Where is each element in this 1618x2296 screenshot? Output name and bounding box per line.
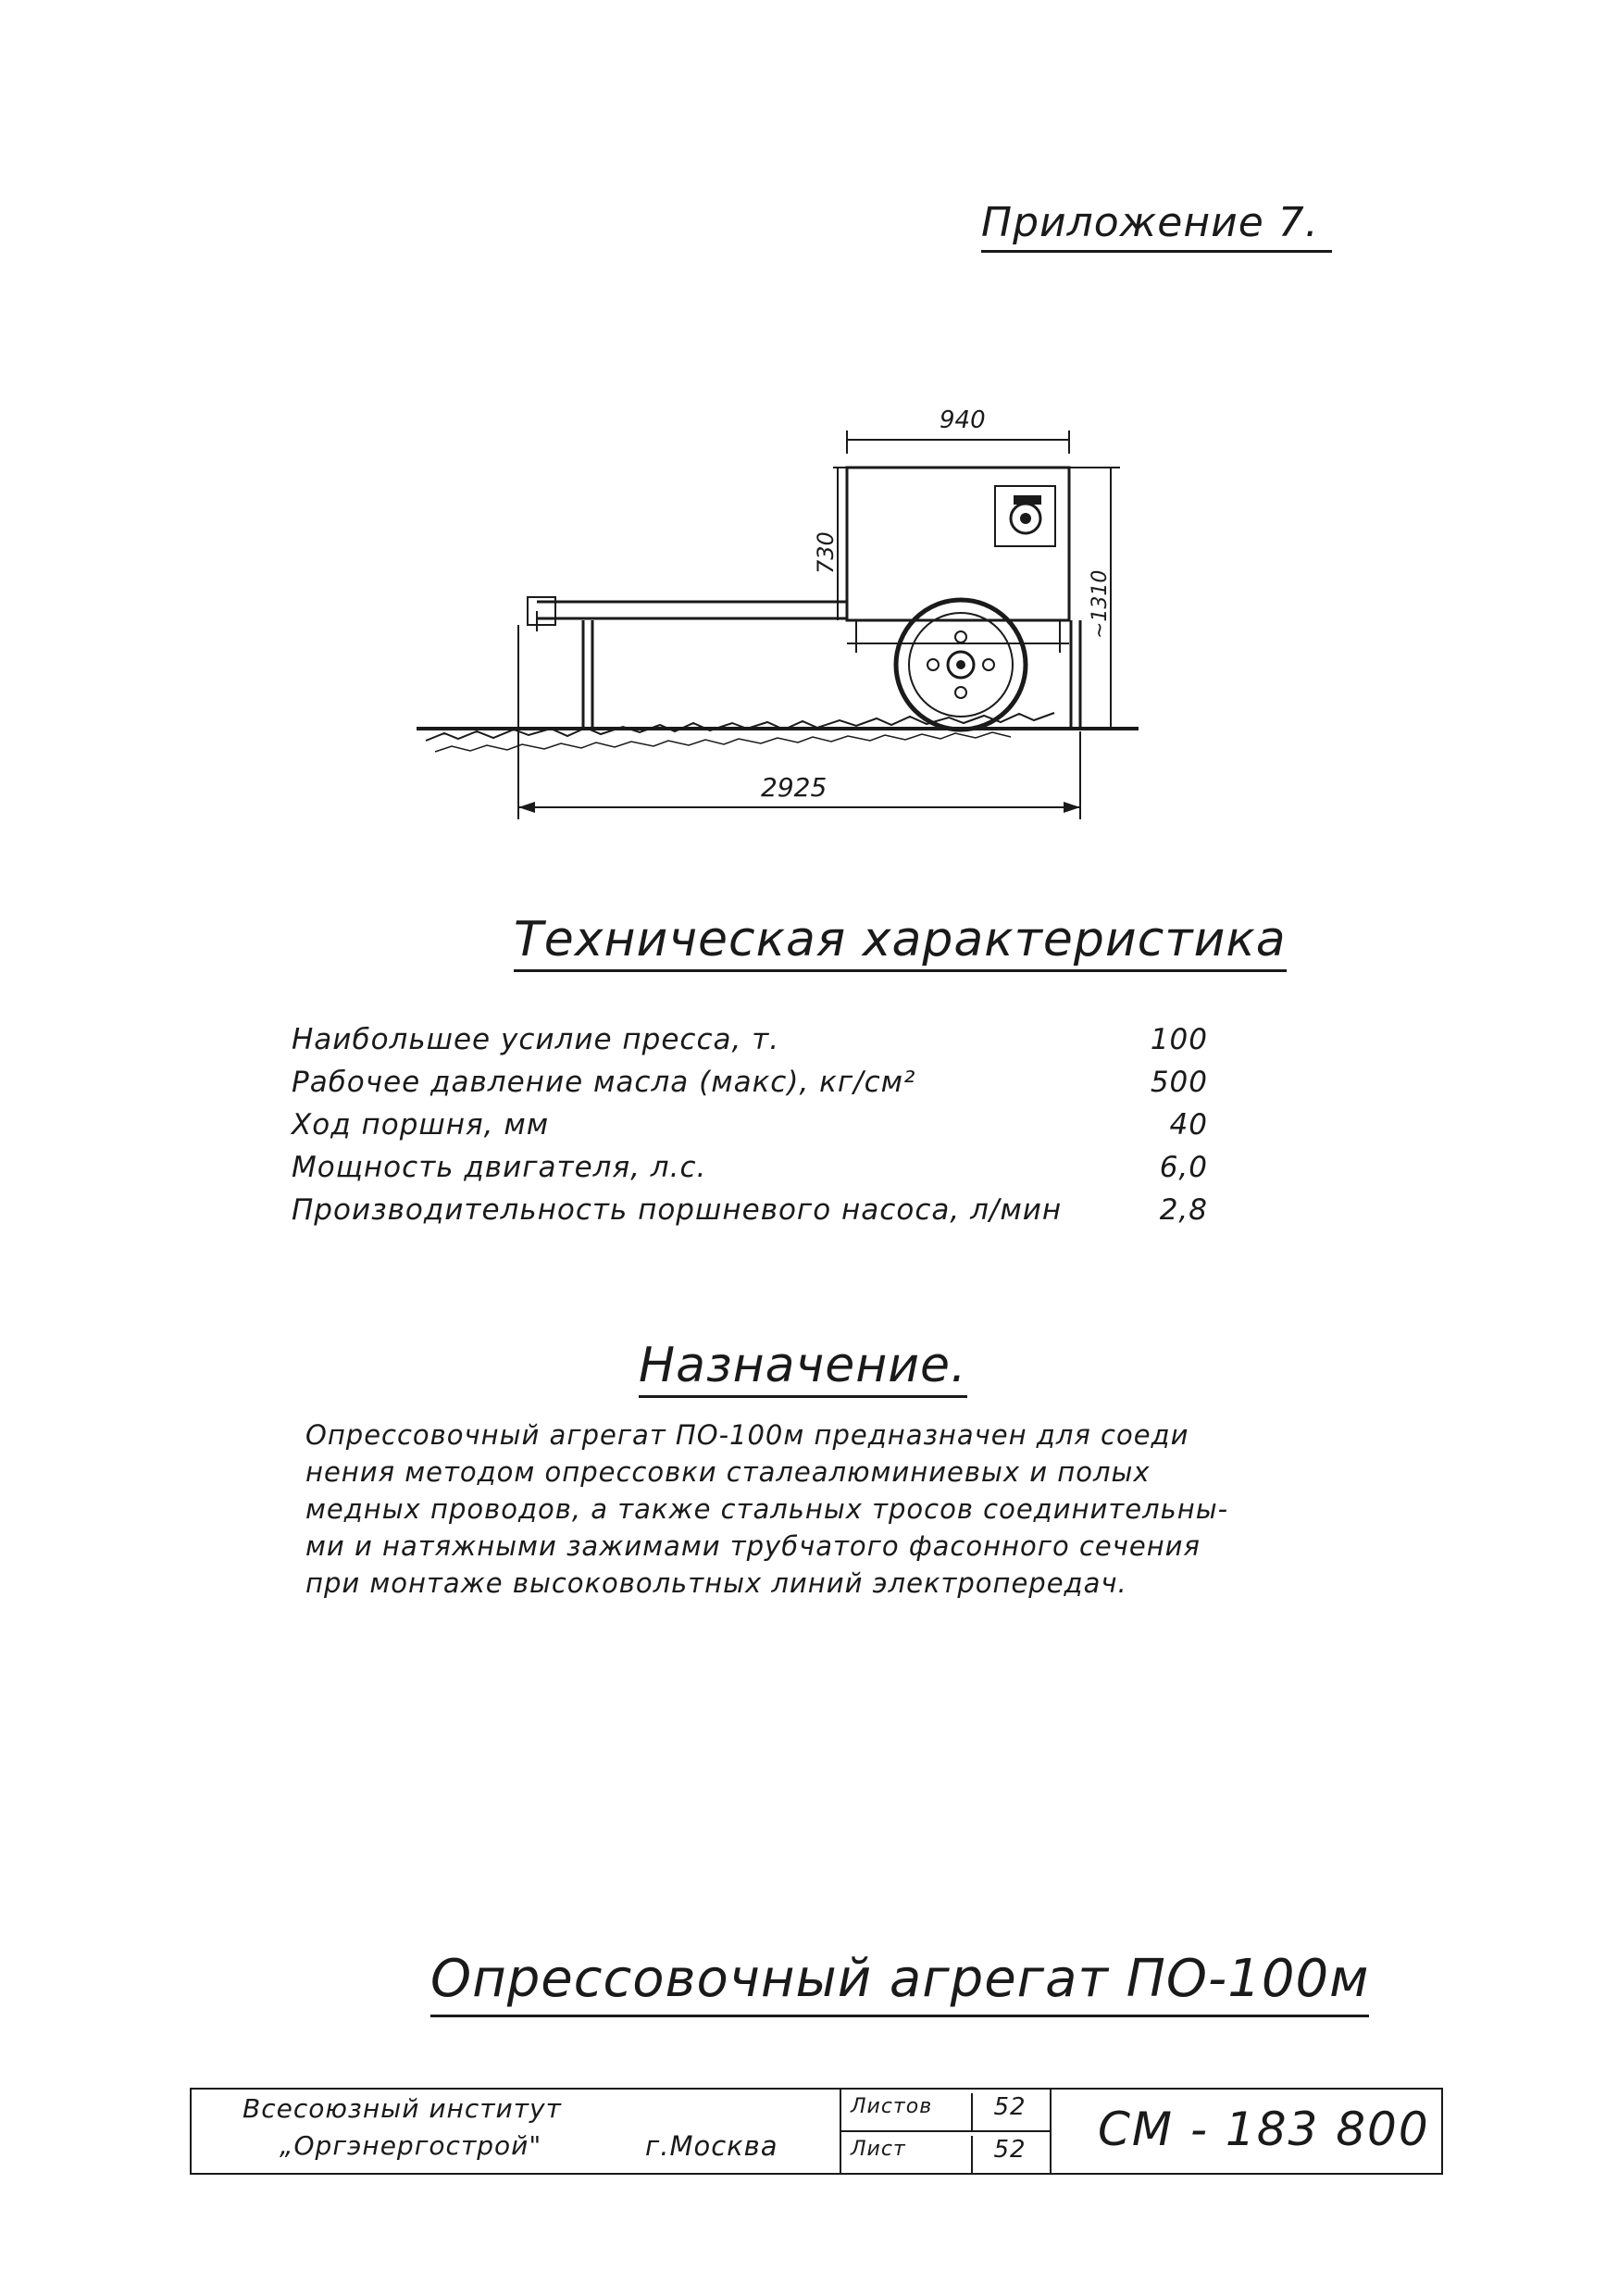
spec-table	[292, 1018, 1208, 1231]
spec-row	[292, 1061, 1208, 1104]
document-code: СМ - 183 800	[1098, 2103, 1430, 2156]
purpose-line: ми и натяжными зажимами трубчатого фасонного сечения	[305, 1530, 1201, 1562]
purpose-line: нения методом опрессовки сталеалюминиевых и полых	[305, 1456, 1151, 1488]
dim-width-text: 940	[940, 406, 986, 434]
purpose-line: медных проводов, а также стальных тросов соединительны-	[305, 1493, 1229, 1525]
appendix-label: Приложение 7.	[981, 199, 1332, 253]
spec-label: Ход поршня, мм	[292, 1108, 550, 1142]
sheets-count-label: Листов	[851, 2095, 933, 2118]
spec-label: Наибольшее усилие пресса, т.	[292, 1023, 780, 1056]
dim-total-height-text: ~1310	[1089, 569, 1112, 639]
sheets-count-value: 52	[971, 2093, 1047, 2130]
aggregate-body	[847, 468, 1069, 620]
spec-label: Рабочее давление масла (макс), кг/см²	[292, 1066, 916, 1099]
organization-city: г.Москва	[645, 2130, 778, 2162]
spec-row	[292, 1146, 1208, 1189]
spec-value: 6,0	[1159, 1151, 1208, 1184]
spec-value: 100	[1150, 1023, 1208, 1056]
spec-row	[292, 1189, 1208, 1231]
spec-row	[292, 1104, 1208, 1146]
spec-label: Производительность поршневого насоса, л/мин	[292, 1193, 1063, 1227]
sheet-number-value: 52	[971, 2136, 1047, 2173]
sheet-number-row	[841, 2132, 1050, 2173]
dim-length-text: 2925	[761, 772, 828, 803]
title-block-organization	[192, 2090, 841, 2173]
spec-title: Техническая характеристика	[514, 912, 1287, 972]
purpose-line: Опрессовочный агрегат ПО-100м предназначен для соеди	[305, 1419, 1189, 1451]
spec-value: 2,8	[1159, 1193, 1208, 1227]
title-block	[190, 2088, 1443, 2175]
spec-row	[292, 1018, 1208, 1061]
purpose-title: Назначение.	[639, 1338, 967, 1398]
title-block-sheets	[841, 2090, 1052, 2173]
title-block-code	[1052, 2090, 1440, 2173]
sheet-number-label: Лист	[851, 2138, 906, 2161]
purpose-text	[305, 1416, 1361, 1602]
spec-value: 500	[1150, 1066, 1208, 1099]
organization-name: Всесоюзный институт	[243, 2093, 562, 2124]
spec-label: Мощность двигателя, л.с.	[292, 1151, 707, 1184]
organization-subname: „Оргэнергострой"	[280, 2130, 542, 2161]
document-title: Опрессовочный агрегат ПО-100м	[430, 1949, 1369, 2017]
purpose-line: при монтаже высоковольтных линий электропередач.	[305, 1567, 1127, 1599]
dim-body-height-text: 730	[813, 531, 839, 574]
trailer-drawing	[398, 389, 1213, 852]
spec-value: 40	[1169, 1108, 1208, 1142]
sheets-count-row	[841, 2090, 1050, 2132]
